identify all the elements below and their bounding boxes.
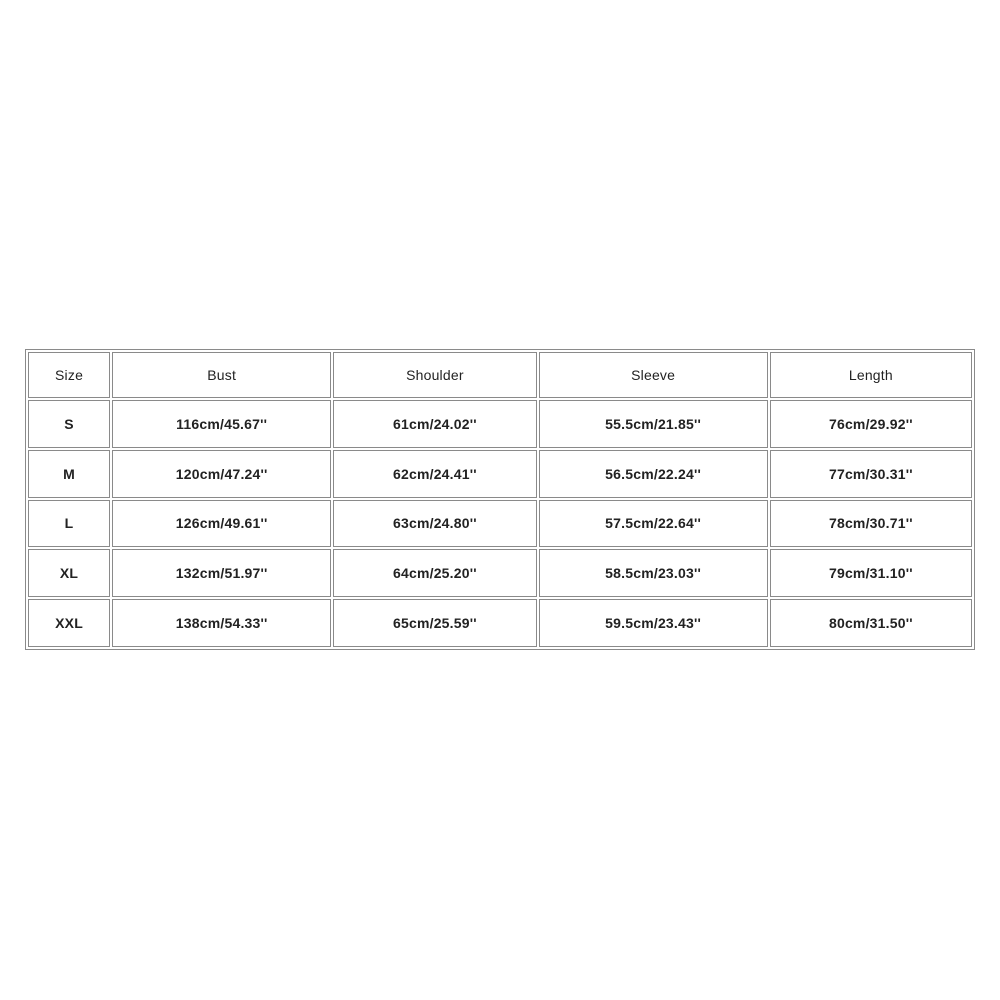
cell-bust: 138cm/54.33'' xyxy=(112,599,331,647)
size-chart-table xyxy=(25,349,975,650)
cell-length: 77cm/30.31'' xyxy=(770,450,972,498)
header-sleeve: Sleeve xyxy=(539,352,768,398)
cell-bust: 132cm/51.97'' xyxy=(112,549,331,597)
header-size: Size xyxy=(28,352,110,398)
table-row xyxy=(28,400,972,448)
header-shoulder: Shoulder xyxy=(333,352,536,398)
cell-bust: 120cm/47.24'' xyxy=(112,450,331,498)
cell-sleeve: 59.5cm/23.43'' xyxy=(539,599,768,647)
cell-bust: 126cm/49.61'' xyxy=(112,500,331,548)
table-row xyxy=(28,599,972,647)
cell-size: M xyxy=(28,450,110,498)
cell-shoulder: 61cm/24.02'' xyxy=(333,400,536,448)
header-length: Length xyxy=(770,352,972,398)
cell-sleeve: 56.5cm/22.24'' xyxy=(539,450,768,498)
cell-sleeve: 57.5cm/22.64'' xyxy=(539,500,768,548)
cell-sleeve: 55.5cm/21.85'' xyxy=(539,400,768,448)
cell-length: 78cm/30.71'' xyxy=(770,500,972,548)
table-row xyxy=(28,500,972,548)
cell-size: L xyxy=(28,500,110,548)
cell-length: 79cm/31.10'' xyxy=(770,549,972,597)
table-header-row xyxy=(28,352,972,398)
table-row xyxy=(28,450,972,498)
cell-size: XL xyxy=(28,549,110,597)
cell-length: 80cm/31.50'' xyxy=(770,599,972,647)
cell-shoulder: 64cm/25.20'' xyxy=(333,549,536,597)
cell-length: 76cm/29.92'' xyxy=(770,400,972,448)
header-bust: Bust xyxy=(112,352,331,398)
cell-shoulder: 65cm/25.59'' xyxy=(333,599,536,647)
cell-size: S xyxy=(28,400,110,448)
cell-bust: 116cm/45.67'' xyxy=(112,400,331,448)
cell-size: XXL xyxy=(28,599,110,647)
table-row xyxy=(28,549,972,597)
cell-sleeve: 58.5cm/23.03'' xyxy=(539,549,768,597)
cell-shoulder: 63cm/24.80'' xyxy=(333,500,536,548)
cell-shoulder: 62cm/24.41'' xyxy=(333,450,536,498)
